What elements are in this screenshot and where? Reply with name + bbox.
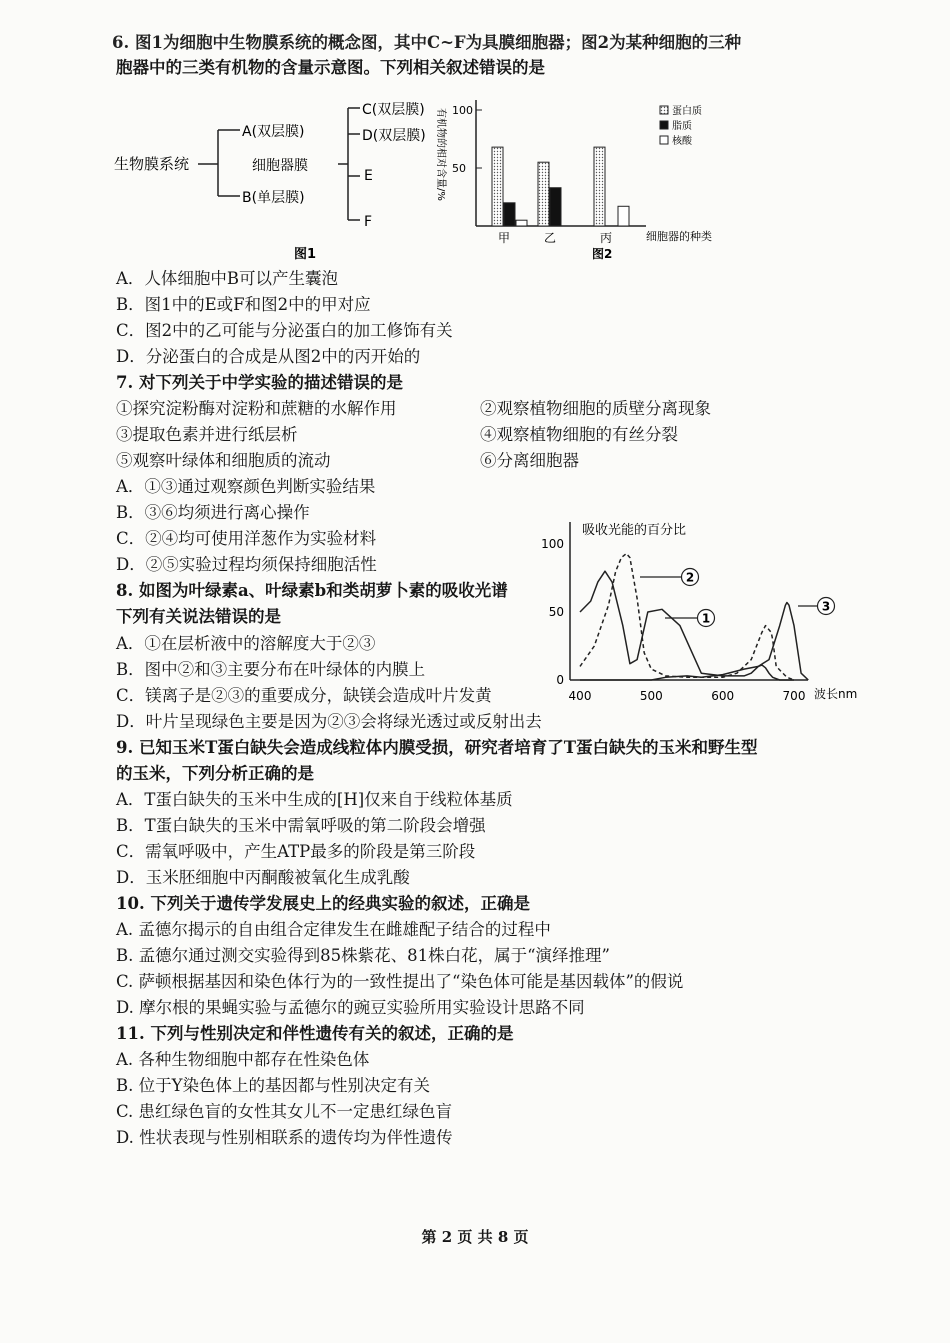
spec-ytick-label: 50 xyxy=(548,605,564,619)
spec-series-label: 3 xyxy=(821,599,831,614)
bar-chart-category-label: 乙 xyxy=(543,231,557,245)
spec-curve-3 xyxy=(580,603,808,681)
q9-option-b: B．T蛋白缺失的玉米中需氧呼吸的第二阶段会增强 xyxy=(116,816,486,835)
fig1-node-a: A(双层膜) xyxy=(242,124,305,140)
spec-xlabel: 波长nm xyxy=(814,687,858,701)
spec-ytick-label: 100 xyxy=(541,537,564,551)
spec-xtick-label: 500 xyxy=(639,689,663,703)
q9-stem-line2: 的玉米，下列分析正确的是 xyxy=(116,764,314,783)
fig1-node-f: F xyxy=(364,214,373,230)
q7-option-c: C．②④均可使用洋葱作为实验材料 xyxy=(116,529,377,548)
q8-option-b: B．图中②和③主要分布在叶绿体的内膜上 xyxy=(116,660,426,679)
q9-stem-line1: 9. 已知玉米T蛋白缺失会造成线粒体内膜受损，研究者培育了T蛋白缺失的玉米和野生型 xyxy=(116,738,758,757)
q7-stem: 7. 对下列关于中学实验的描述错误的是 xyxy=(116,373,403,392)
q8-option-d: D．叶片呈现绿色主要是因为②③会将绿光透过或反射出去 xyxy=(116,712,542,731)
cut-off-question-line: 6. 图1为细胞中生物膜系统的概念图，其中C~F为具膜细胞器；图2为某种细胞的三种 xyxy=(112,33,742,52)
bar-chart-ytick-label: 50 xyxy=(452,162,466,175)
page-footer: 第 2 页 共 8 页 xyxy=(421,1228,529,1246)
q7-item-5: ⑤观察叶绿体和细胞质的流动 xyxy=(116,451,331,470)
q7-item-6: ⑥分离细胞器 xyxy=(480,451,579,470)
q8-option-c: C．镁离子是②③的重要成分，缺镁会造成叶片发黄 xyxy=(116,686,492,705)
figure-2-bar-chart xyxy=(430,96,750,266)
q10-option-c: C. 萨顿根据基因和染色体行为的一致性提出了“染色体可能是基因载体”的假说 xyxy=(116,972,684,991)
bar-chart-ytick-label: 100 xyxy=(452,104,473,117)
q7-option-b: B．③⑥均须进行离心操作 xyxy=(116,503,310,522)
bar-chart-ylabel: 有机物的相对含量/% xyxy=(435,108,446,201)
fig1-caption: 图1 xyxy=(294,247,317,262)
spec-xtick-label: 400 xyxy=(568,689,592,703)
q9-option-d: D．玉米胚细胞中丙酮酸被氧化生成乳酸 xyxy=(116,868,410,887)
q7-item-3: ③提取色素并进行纸层析 xyxy=(116,425,298,444)
spec-ytick-label: 0 xyxy=(556,673,564,687)
fig1-node-b: B(单层膜) xyxy=(242,190,305,206)
q7-item-2: ②观察植物细胞的质壁分离现象 xyxy=(480,399,711,418)
figure-1-concept-diagram xyxy=(110,96,440,266)
bar-甲-核酸 xyxy=(516,220,527,226)
legend-label-核酸: 核酸 xyxy=(672,136,692,147)
q10-option-a: A. 孟德尔揭示的自由组合定律发生在雌雄配子结合的过程中 xyxy=(116,920,551,939)
bar-chart-category-label: 甲 xyxy=(497,231,511,245)
q10-stem: 10. 下列关于遗传学发展史上的经典实验的叙述，正确是 xyxy=(116,894,530,913)
bar-chart-category-label: 丙 xyxy=(599,231,613,245)
spec-series-label: 2 xyxy=(685,570,695,585)
q8-stem-line1: 8. 如图为叶绿素a、叶绿素b和类胡萝卜素的吸收光谱 xyxy=(116,581,508,600)
fig1-node-e: E xyxy=(364,168,373,184)
q9-option-c: C．需氧呼吸中，产生ATP最多的阶段是第三阶段 xyxy=(116,842,476,861)
bar-chart-caption: 图2 xyxy=(592,247,613,261)
q9-option-a: A．T蛋白缺失的玉米中生成的[H]仅来自于线粒体基质 xyxy=(116,790,513,809)
q8-stem-line2: 下列有关说法错误的是 xyxy=(116,607,281,626)
q7-option-a: A．①③通过观察颜色判断实验结果 xyxy=(116,477,376,496)
q6-option-a: A．人体细胞中B可以产生囊泡 xyxy=(116,269,339,288)
q6-option-b: B．图1中的E或F和图2中的甲对应 xyxy=(116,295,371,314)
q10-option-b: B. 孟德尔通过测交实验得到85株紫花、81株白花，属于“演绎推理” xyxy=(116,946,610,965)
legend-label-脂质: 脂质 xyxy=(672,121,692,132)
spec-xtick-label: 700 xyxy=(782,689,806,703)
legend-label-蛋白质: 蛋白质 xyxy=(672,106,702,117)
q10-option-d: D. 摩尔根的果蝇实验与孟德尔的豌豆实验所用实验设计思路不同 xyxy=(116,998,585,1017)
q6-option-d: D．分泌蛋白的合成是从图2中的丙开始的 xyxy=(116,347,421,366)
q11-option-a: A. 各种生物细胞中都存在性染色体 xyxy=(116,1050,370,1069)
legend-swatch-脂质 xyxy=(660,121,668,129)
q11-option-b: B. 位于Y染色体上的基因都与性别决定有关 xyxy=(116,1076,431,1095)
q7-item-1: ①探究淀粉酶对淀粉和蔗糖的水解作用 xyxy=(116,399,397,418)
legend-swatch-蛋白质 xyxy=(660,106,668,114)
bar-甲-脂质 xyxy=(504,203,515,226)
spec-xtick-label: 600 xyxy=(711,689,735,703)
q11-stem: 11. 下列与性别决定和伴性遗传有关的叙述，正确的是 xyxy=(116,1024,514,1043)
q11-option-c: C. 患红绿色盲的女性其女儿不一定患红绿色盲 xyxy=(116,1102,453,1121)
fig1-node-middle: 细胞器膜 xyxy=(252,158,308,174)
legend-swatch-核酸 xyxy=(660,136,668,144)
bar-乙-蛋白质 xyxy=(538,162,549,226)
q8-option-a: A．①在层析液中的溶解度大于②③ xyxy=(116,634,376,653)
absorption-spectrum-chart xyxy=(540,518,870,708)
bar-甲-蛋白质 xyxy=(492,147,503,226)
fig1-node-d: D(双层膜) xyxy=(362,128,426,144)
q6-stem: 胞器中的三类有机物的含量示意图。下列相关叙述错误的是 xyxy=(116,58,545,77)
fig1-node-c: C(双层膜) xyxy=(362,102,425,118)
bar-chart-xlabel: 细胞器的种类 xyxy=(646,230,712,243)
q7-option-d: D．②⑤实验过程均须保持细胞活性 xyxy=(116,555,377,574)
q6-option-c: C．图2中的乙可能与分泌蛋白的加工修饰有关 xyxy=(116,321,453,340)
bar-丙-蛋白质 xyxy=(594,147,605,226)
q11-option-d: D. 性状表现与性别相联系的遗传均为伴性遗传 xyxy=(116,1128,453,1147)
spec-title: 吸收光能的百分比 xyxy=(582,523,687,538)
bar-乙-脂质 xyxy=(550,188,561,226)
q7-item-4: ④观察植物细胞的有丝分裂 xyxy=(480,425,678,444)
bar-丙-核酸 xyxy=(618,206,629,226)
spec-series-label: 1 xyxy=(701,611,711,626)
fig1-root-label: 生物膜系统 xyxy=(114,155,190,173)
